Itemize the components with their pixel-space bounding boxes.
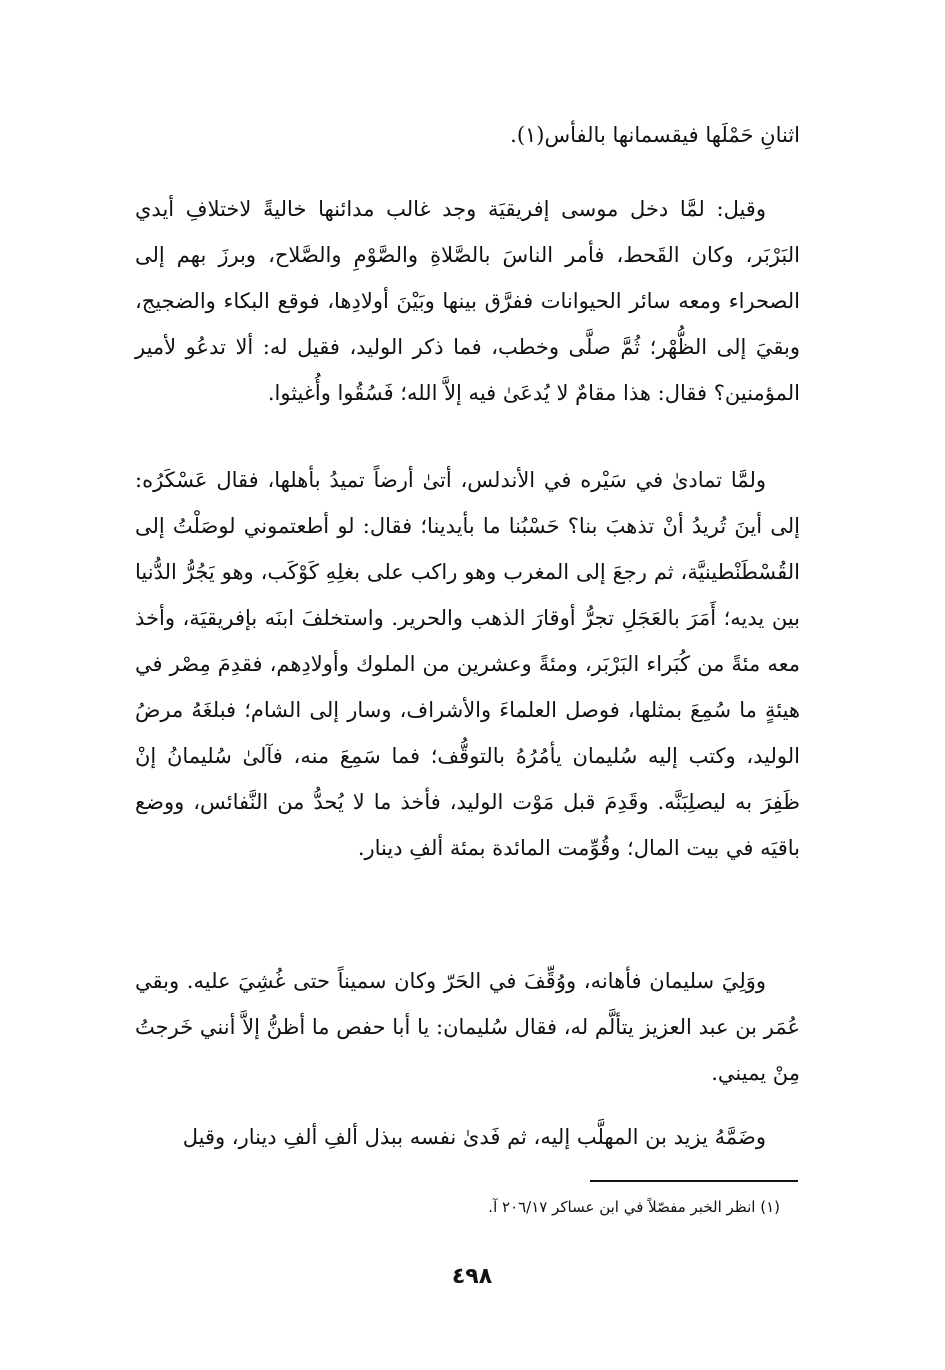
paragraph-andalus	[135, 457, 800, 871]
paragraph-yazid	[135, 1114, 800, 1160]
paragraph-text: ولمَّا تمادىٰ في سَيْره في الأندلس، أتىٰ أرضاً تميدُ بأهلها، فقال عَسْكَرُه: إلى أينَ تُريدُ أنْ تذهبَ بنا؟ حَسْبُنا ما بأيدينا؛ فقال: لو أطعتموني لوصَلْتُ إلى القُسْطَنْطينيَّة، ثم رجعَ إلى المغرب وهو راكب على بغلِهِ كَوْكَب، وهو يَجُرُّ الدُّنيا بين يديه؛ أَمَرَ بالعَجَلِ تجرُّ أوقارَ الذهب والحرير. واستخلفَ ابنَه بإفريقيَة، وأخذ معه مئةً من كُبَراء البَرْبَر، ومئةً وعشرين من الملوك وأولادِهم، فقدِمَ مِصْر في هيئةٍ ما سُمِعَ بمثلها، فوصل العلماءَ والأشراف، وسار إلى الشام؛ فبلغَهُ مرضُ الوليد، وكتب إليه سُليمان يأمُرُهُ بالتوقُّف؛ فما سَمِعَ منه، فآلىٰ سُليمانُ إنْ ظَفِرَ به ليصلِبَنَّه. وقَدِمَ قبل مَوْت الوليد، فأخذ ما لا يُحدُّ من النَّفائس، ووضع باقيَه في بيت المال؛ وقُوِّمت المائدة بمئة ألفِ دينار.	[135, 468, 800, 860]
paragraph-sulayman	[135, 958, 800, 1096]
paragraph-text: وقيل: لمَّا دخل موسى إفريقيَة وجد غالب مدائنها خاليةً لاختلافِ أيدي البَرْبَر، وكان القَحط، فأمر الناسَ بالصَّلاةِ والصَّوْمِ والصَّلاح، وبرزَ بهم إلى الصحراء ومعه سائر الحيوانات ففرَّق بينها وبَيْنَ أولادِها، فوقع البكاء والضجيج، وبقيَ إلى الظُّهْر؛ ثُمَّ صلَّى وخطب، فما ذكر الوليد، فقيل له: ألا تدعُو لأمير المؤمنين؟ فقال: هذا مقامٌ لا يُدعَىٰ فيه إلاَّ الله؛ فَسُقُوا وأُغيثوا.	[135, 197, 800, 405]
paragraph-continuation	[135, 112, 800, 158]
paragraph-text: ووَلِيَ سليمان فأهانه، ووُقِّفَ في الحَرّ وكان سميناً حتى غُشِيَ عليه. وبقي عُمَر بن عبد العزيز يتألَّم له، فقال سُليمان: يا أبا حفص ما أظنُّ إلاَّ أنني خَرجتُ مِنْ يميني.	[135, 969, 800, 1085]
footnote-divider	[590, 1180, 798, 1182]
paragraph-text: اثنانِ حَمْلَها فيقسمانها بالفأس(١).	[510, 123, 800, 147]
footnote: (١) انظر الخبر مفصّلاً في ابن عساكر ٢٠٦/١٧ آ.	[488, 1198, 780, 1216]
page-number: ٤٩٨	[451, 1264, 493, 1289]
paragraph-musa-ifriqiya	[135, 186, 800, 416]
paragraph-text: وضَمَّهُ يزيد بن المهلَّب إليه، ثم فَدىٰ نفسه ببذل ألفِ ألفِ دينار، وقيل	[182, 1125, 766, 1149]
